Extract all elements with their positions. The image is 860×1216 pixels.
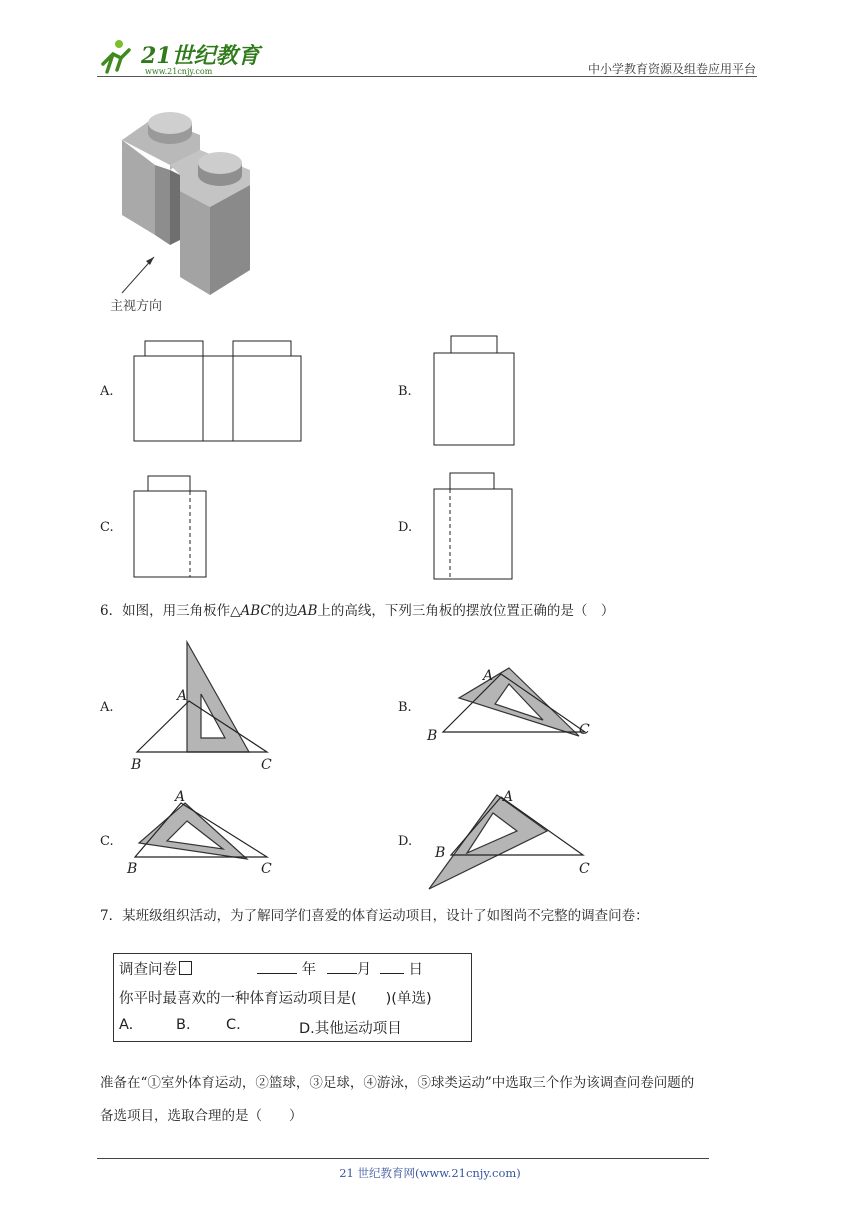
logo-text: 21世纪教育 xyxy=(141,43,260,69)
svg-text:B: B xyxy=(435,845,446,861)
survey-choice-d: D.其他运动项目 xyxy=(299,1021,402,1037)
svg-text:B: B xyxy=(131,757,142,773)
q5-option-c-label[interactable]: C. xyxy=(100,520,114,535)
q6-option-b-label[interactable]: B. xyxy=(398,700,412,715)
header-platform-name: 中小学教育资源及组卷应用平台 xyxy=(587,62,756,76)
question-7-text: 7．某班级组织活动，为了解同学们喜爱的体育运动项目，设计了如图尚不完整的调查问卷： xyxy=(100,908,649,924)
svg-text:C: C xyxy=(261,861,272,877)
survey-question: 你平时最喜欢的一种体育运动项目是( )(单选) xyxy=(119,991,432,1007)
runner-icon xyxy=(103,40,129,72)
svg-text:B: B xyxy=(127,861,138,877)
svg-text:B: B xyxy=(427,728,438,744)
q5-option-a-label[interactable]: A. xyxy=(100,384,114,399)
svg-text:C: C xyxy=(579,861,590,877)
q5-option-b-figure xyxy=(433,335,517,447)
survey-title: 调查问卷 xyxy=(119,958,192,979)
q5-option-d-figure xyxy=(433,472,515,582)
svg-text:C: C xyxy=(261,757,272,773)
q6-option-d-figure xyxy=(425,787,600,891)
site-logo xyxy=(95,36,265,76)
q5-option-a-figure xyxy=(133,340,305,444)
checkbox-icon xyxy=(179,961,192,975)
survey-date: 年 月 日 xyxy=(257,958,423,979)
q6-option-c-label[interactable]: C. xyxy=(100,834,114,849)
svg-text:C: C xyxy=(579,722,590,738)
svg-text:A: A xyxy=(503,789,514,805)
question-7-text-2: 准备在“①室外体育运动，②篮球，③足球，④游泳，⑤球类运动”中选取三个作为该调查问卷问题的 xyxy=(100,1075,695,1091)
footer-rule xyxy=(97,1158,709,1159)
survey-form xyxy=(113,953,472,1042)
q6-option-b-figure xyxy=(425,662,600,746)
q6-option-d-label[interactable]: D. xyxy=(398,834,413,849)
question-6-text: 6．如图，用三角板作△ABC的边AB上的高线，下列三角板的摆放位置正确的是（ ） xyxy=(100,603,615,619)
svg-text:A: A xyxy=(177,688,188,704)
survey-choice-b: B. xyxy=(176,1017,191,1033)
footer-text: 21 世纪教育网(www.21cnjy.com) xyxy=(339,1166,521,1180)
svg-text:A: A xyxy=(175,789,186,805)
q5-option-b-label[interactable]: B. xyxy=(398,384,412,399)
brick-figure xyxy=(100,105,300,320)
question-7-text-3: 备选项目，选取合理的是（ ） xyxy=(100,1108,303,1124)
q5-option-c-figure xyxy=(133,475,209,580)
survey-choice-a: A. xyxy=(119,1017,134,1033)
survey-choice-c: C. xyxy=(226,1017,241,1033)
q6-option-a-label[interactable]: A. xyxy=(100,700,114,715)
q5-option-d-label[interactable]: D. xyxy=(398,520,413,535)
svg-text:A: A xyxy=(483,668,494,684)
q6-option-c-figure xyxy=(125,787,285,879)
view-direction-caption: 主视方向 xyxy=(110,299,163,314)
logo-url: www.21cnjy.com xyxy=(145,67,213,76)
header-rule xyxy=(97,76,757,77)
q6-option-a-figure xyxy=(125,638,285,776)
